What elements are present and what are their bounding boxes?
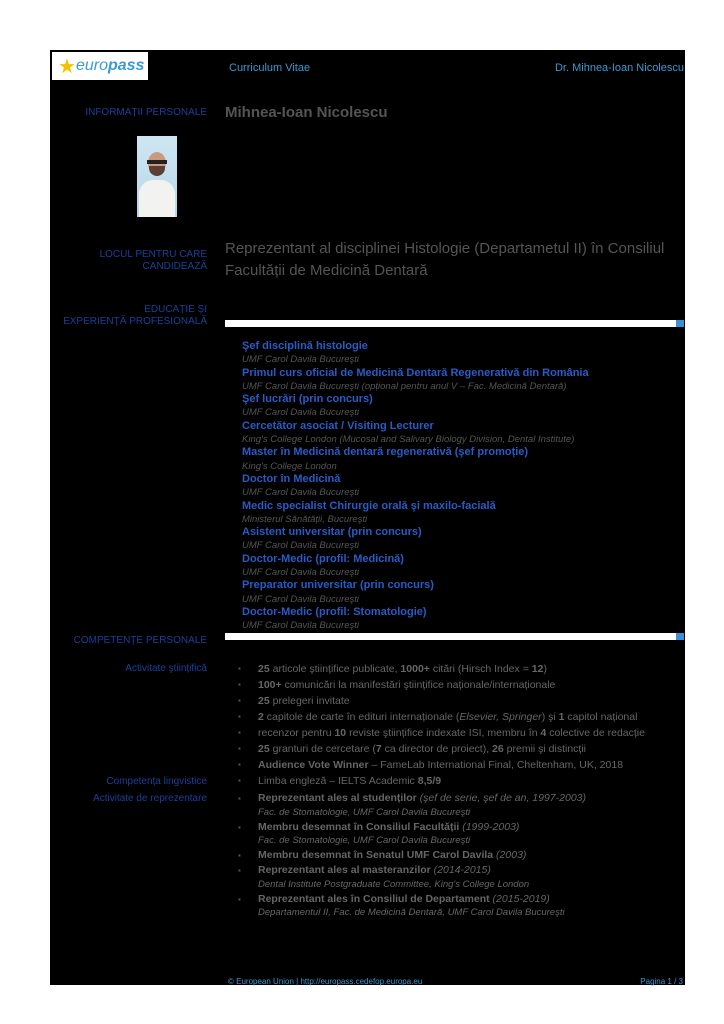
list-item xyxy=(238,821,586,848)
education-title: Asistent universitar (prin concurs) xyxy=(242,526,422,539)
education-institution: UMF Carol Davila Bucureşti xyxy=(242,354,360,366)
education-institution: King's College London (Mucosal and Salivary Biology Division, Dental Institute) xyxy=(242,434,575,446)
cv-page xyxy=(50,50,685,985)
text-segment: granturi de cercetare ( xyxy=(269,743,376,755)
footer-copyright: © European Union | http://europass.cedefop.europa.eu xyxy=(228,977,423,986)
document-title: Curriculum Vitae xyxy=(229,62,311,74)
text-segment: prelegeri invitate xyxy=(269,695,350,707)
label-scientific: Activitate ştiințifică xyxy=(125,663,207,674)
europass-logo xyxy=(52,52,148,80)
role-title: Reprezentant ales al masteranzilor xyxy=(258,864,431,876)
list-item xyxy=(238,677,645,693)
text-segment: reviste ştiințifice indexate ISI, membru în xyxy=(346,727,541,739)
header-owner: Dr. Mihnea-Ioan Nicolescu xyxy=(554,62,684,74)
language-text: Limba engleză – IELTS Academic xyxy=(258,775,418,787)
role-period: (2015-2019) xyxy=(489,892,550,905)
text-segment: 10 xyxy=(334,727,347,739)
text-segment: 4 xyxy=(540,727,547,739)
list-item xyxy=(238,741,645,757)
position-text: Reprezentant al disciplinei Histologie (Departametul II) în Consiliul Facultății de Medicină Dentară xyxy=(225,240,665,279)
language-score: 8,5/9 xyxy=(417,775,442,787)
label-line: LOCUL PENTRU CARE xyxy=(99,249,207,260)
section-label-personal: INFORMAȚII PERSONALE xyxy=(85,107,207,118)
representation-list xyxy=(238,792,586,921)
education-institution: UMF Carol Davila Bucureşti xyxy=(242,540,360,552)
education-institution: UMF Carol Davila Bucureşti xyxy=(242,567,360,579)
education-institution: Ministerul Sănătății, Bucureşti xyxy=(242,513,368,525)
text-segment: 7 xyxy=(375,743,382,755)
education-institution: King's College London xyxy=(242,460,337,472)
list-item xyxy=(238,893,586,920)
role-organization: Dental Institute Postgraduate Committee, King's College London xyxy=(258,878,530,890)
education-title: Preparator universitar (prin concurs) xyxy=(242,579,434,592)
education-title: Master în Medicină dentară regenerativă (şef promoție) xyxy=(242,446,529,459)
education-institution: UMF Carol Davila Bucureşti xyxy=(242,593,360,605)
role-period: (şef de serie, şef de an, 1997-2003) xyxy=(416,792,586,804)
role-organization: Fac. de Stomatologie, UMF Carol Davila Bucureşti xyxy=(258,835,471,846)
text-segment: ca director de proiect), xyxy=(381,743,493,755)
candidate-name: Mihnea-Ioan Nicolescu xyxy=(225,104,388,121)
education-institution: UMF Carol Davila Bucureşti xyxy=(242,620,360,632)
education-list xyxy=(242,340,589,633)
role-title: Reprezentant ales al studenților xyxy=(258,792,417,804)
education-institution: UMF Carol Davila Bucureşti xyxy=(242,407,360,419)
section-label-skills: COMPETENȚE PERSONALE xyxy=(73,635,207,646)
section-label-position xyxy=(100,249,207,273)
list-item xyxy=(238,773,441,789)
text-segment: 12 xyxy=(531,663,544,675)
text-segment: premii şi distincții xyxy=(503,743,587,755)
text-segment: Audience Vote Winner xyxy=(258,759,369,771)
education-institution: UMF Carol Davila Bucureşti (opțional pentru anul V – Fac. Medicină Dentară) xyxy=(242,380,567,392)
role-title: Reprezentant ales în Consiliul de Departament xyxy=(258,892,490,905)
role-organization: Departamentul II, Fac. de Medicină Dentară, UMF Carol Davila Bucureşti xyxy=(258,907,565,918)
education-title: Cercetător asociat / Visiting Lecturer xyxy=(242,419,434,432)
section-divider xyxy=(225,633,684,640)
text-segment: colective de redacție xyxy=(546,727,645,739)
text-segment: articole ştiințifice publicate, xyxy=(269,663,401,675)
education-title: Doctor-Medic (profil: Medicină) xyxy=(242,552,404,565)
list-item xyxy=(238,792,586,819)
text-segment: 1000+ xyxy=(400,663,430,675)
text-segment: 25 xyxy=(258,695,270,707)
list-item xyxy=(238,849,586,863)
text-segment: 26 xyxy=(492,743,504,755)
text-segment: 25 xyxy=(258,743,270,755)
role-organization: Fac. de Stomatologie, UMF Carol Davila Bucureşti xyxy=(258,806,471,818)
list-item xyxy=(238,661,645,677)
list-item xyxy=(238,709,645,725)
text-segment: citări (Hirsch Index = xyxy=(429,663,532,675)
text-segment: 1 xyxy=(558,711,565,723)
profile-photo xyxy=(137,136,177,217)
text-segment: comunicări la manifestări ştiințifice naționale/internaționale xyxy=(281,679,556,691)
text-segment: capitole de carte în edituri internaționale ( xyxy=(263,711,460,723)
list-item xyxy=(238,864,586,891)
text-segment: capitol național xyxy=(564,711,638,723)
footer-page-number: Pagina 1 / 3 xyxy=(640,977,683,986)
education-institution: UMF Carol Davila Bucureşti xyxy=(242,487,360,499)
role-title: Membru desemnat în Senatul UMF Carol Davila xyxy=(258,849,494,861)
education-title: Doctor în Medicină xyxy=(242,472,341,485)
text-segment: – FameLab International Final, Cheltenham, UK, 2018 xyxy=(368,759,624,771)
text-segment: ) şi xyxy=(541,711,559,723)
logo-text: euro xyxy=(75,57,108,74)
label-line: EDUCAȚIE ȘI xyxy=(144,304,207,315)
text-segment: recenzor pentru xyxy=(258,727,335,739)
text-segment: 2 xyxy=(258,711,264,723)
education-title: Primul curs oficial de Medicină Dentară Regenerativă din România xyxy=(242,366,589,379)
europass-star-icon: ★ xyxy=(58,55,76,78)
education-title: Doctor-Medic (profil: Stomatologie) xyxy=(242,605,427,618)
role-period: (2014-2015) xyxy=(430,864,491,876)
label-language: Competența lingvistice xyxy=(106,776,207,787)
label-representation: Activitate de reprezentare xyxy=(93,793,207,804)
logo-text-bold: pass xyxy=(107,57,145,74)
list-item xyxy=(238,725,645,741)
list-item xyxy=(238,693,645,709)
label-line: CANDIDEAZĂ xyxy=(142,261,207,272)
education-title: Şef lucrări (prin concurs) xyxy=(242,393,373,406)
text-segment: ) xyxy=(543,663,547,675)
role-period: (1999-2003) xyxy=(459,820,520,833)
language-list xyxy=(238,773,441,789)
text-segment: Elsevier, Springer xyxy=(459,711,542,723)
education-title: Şef disciplină histologie xyxy=(242,340,368,352)
list-item xyxy=(238,757,645,773)
role-period: (2003) xyxy=(493,849,527,861)
text-segment: 25 xyxy=(258,663,270,675)
education-title: Medic specialist Chirurgie orală şi maxilo-facială xyxy=(242,499,496,512)
label-line: EXPERIENȚĂ PROFESIONALĂ xyxy=(63,316,207,327)
section-divider xyxy=(225,320,684,327)
scientific-list xyxy=(238,661,645,773)
text-segment: 100+ xyxy=(258,679,282,691)
section-label-education xyxy=(63,304,207,328)
role-title: Membru desemnat în Consiliul Facultății xyxy=(258,820,460,833)
